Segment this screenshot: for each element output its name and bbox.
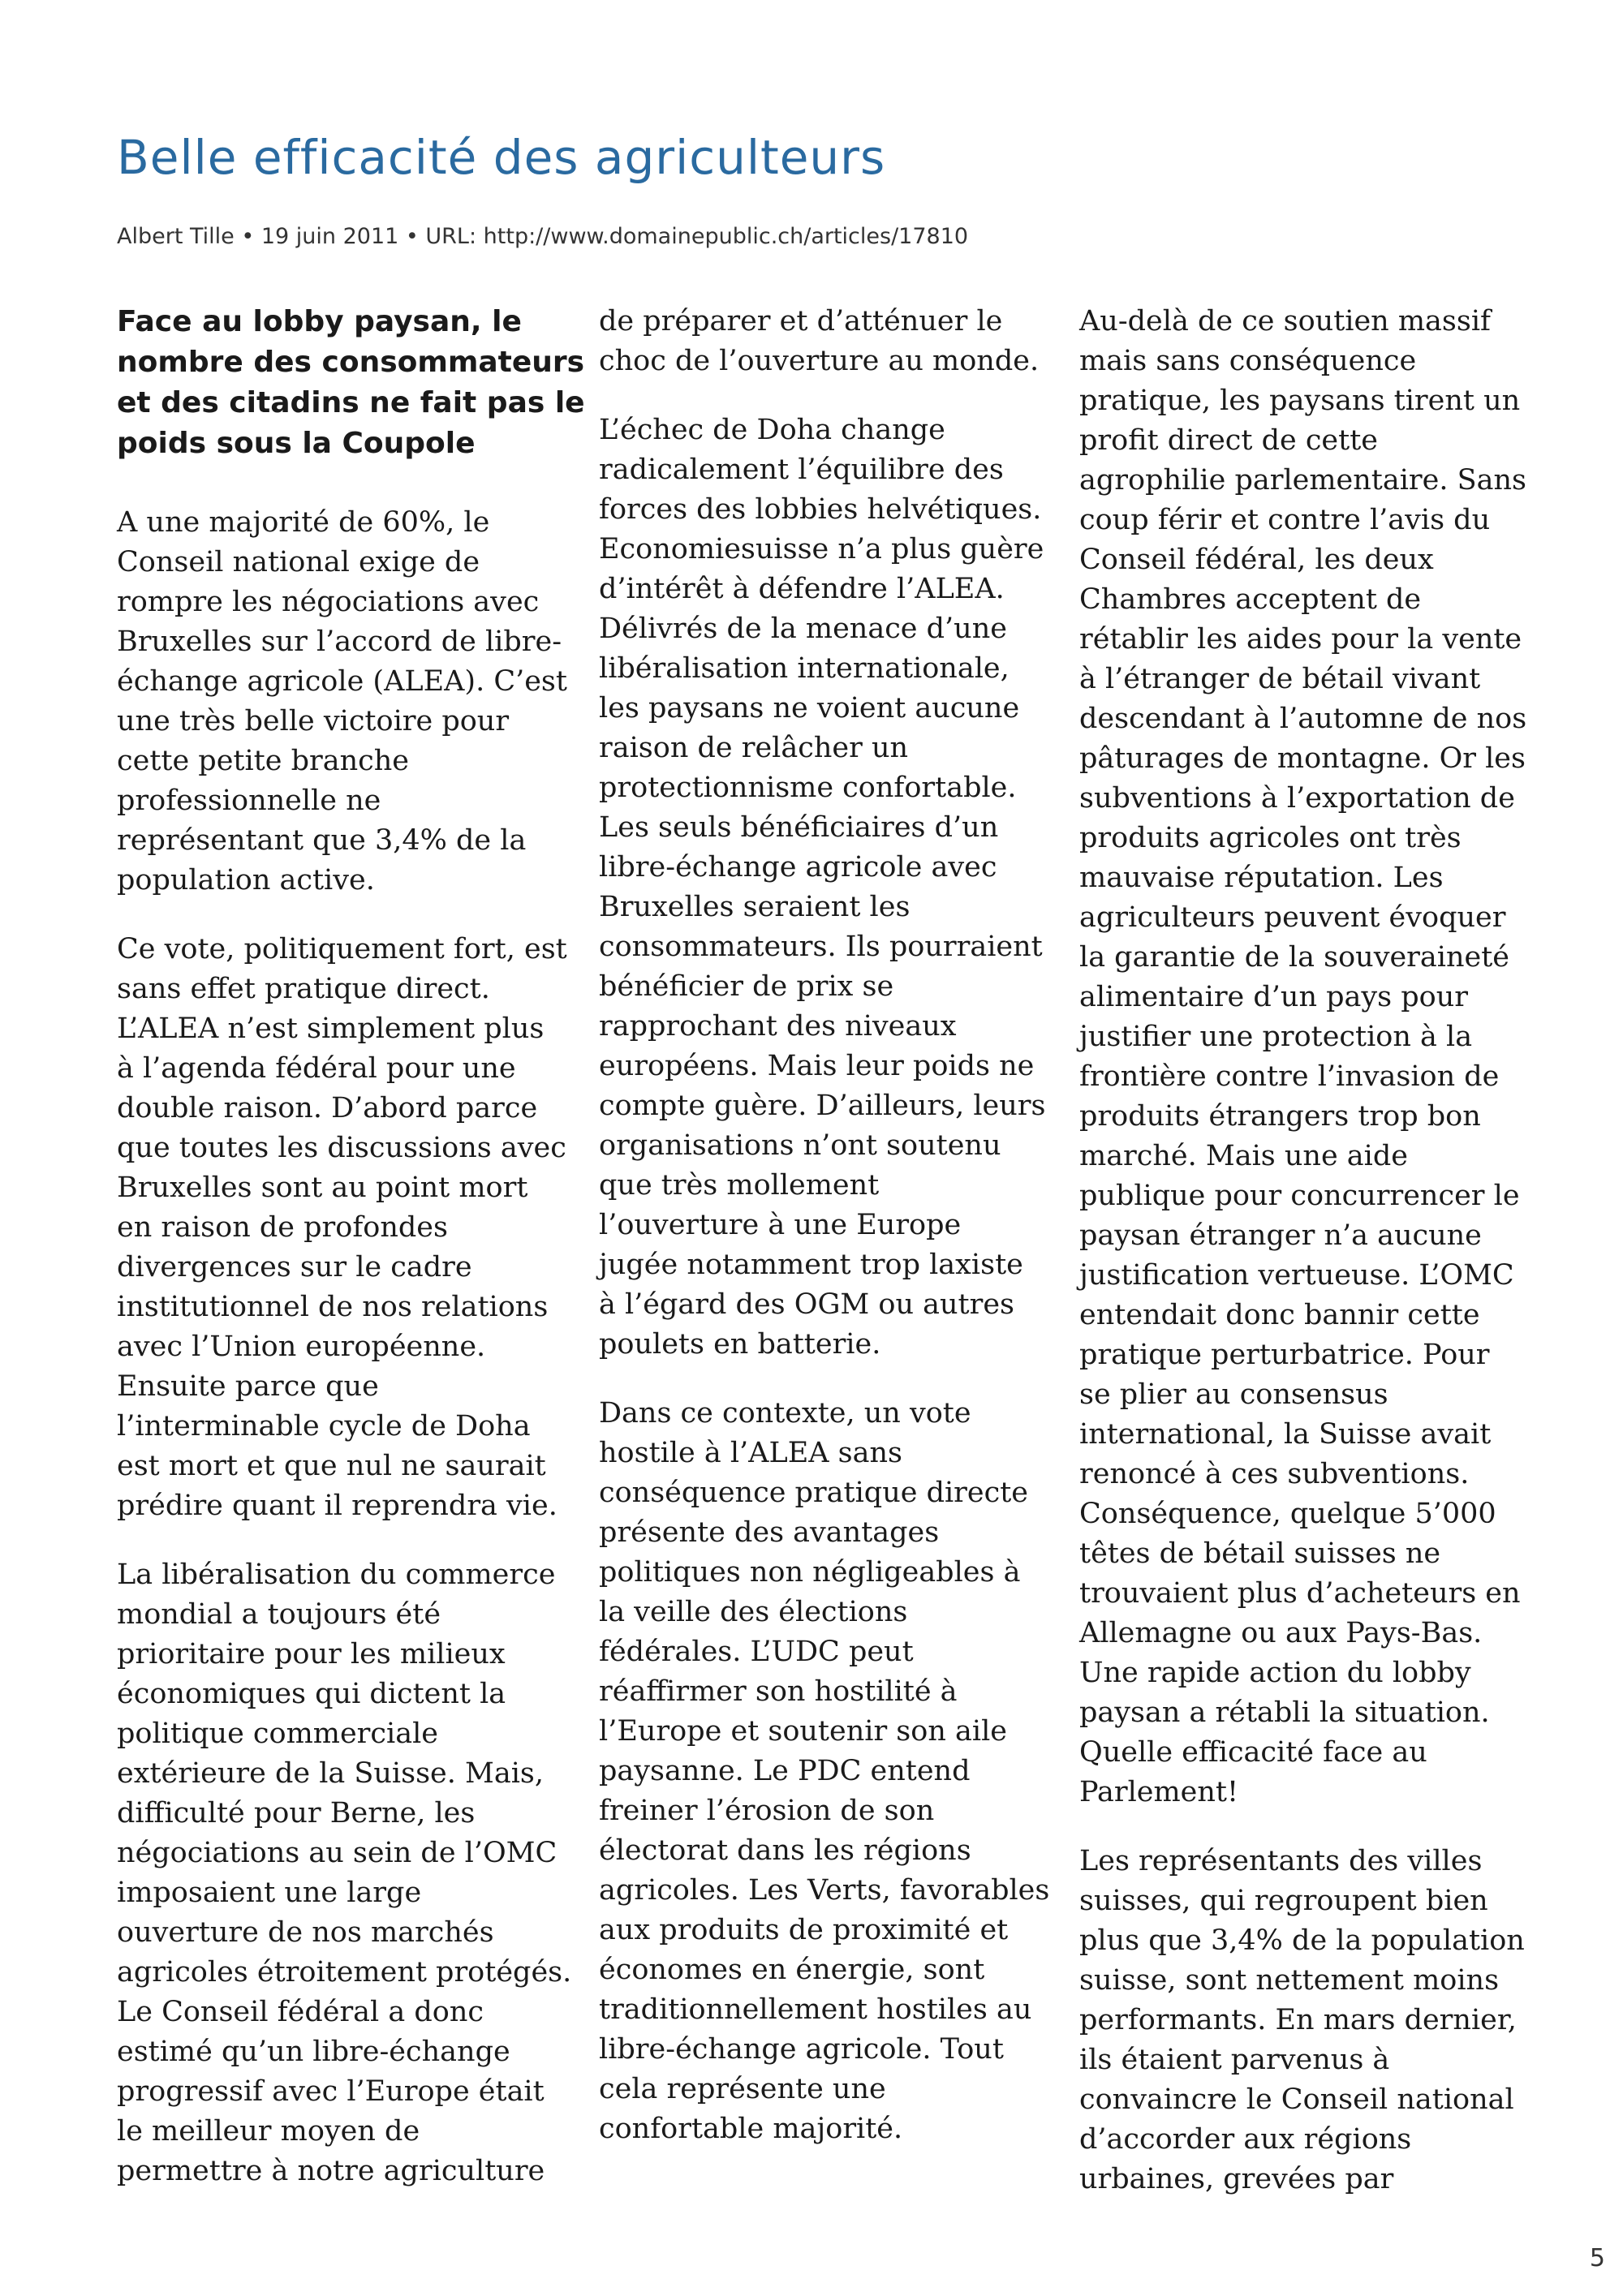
text-line: coup férir et contre l’avis du xyxy=(1079,504,1491,536)
lead-paragraph xyxy=(117,302,585,464)
text-line: à l’agenda fédéral pour une xyxy=(117,1052,516,1085)
text-line: Conseil fédéral, les deux xyxy=(1079,544,1434,576)
text-line: confortable majorité. xyxy=(599,2113,903,2145)
text-line: agricoles étroitement protégés. xyxy=(117,1956,572,1989)
text-line: le meilleur moyen de xyxy=(117,2115,420,2148)
text-line: convaincre le Conseil national xyxy=(1079,2083,1514,2116)
text-line: hostile à l’ALEA sans xyxy=(599,1437,902,1469)
text-line: freiner l’érosion de son xyxy=(599,1795,935,1827)
body-paragraph xyxy=(1079,302,1526,1812)
text-line: que toutes les discussions avec xyxy=(117,1132,566,1164)
text-line: Conséquence, quelque 5’000 xyxy=(1079,1498,1496,1530)
text-line: Economiesuisse n’a plus guère xyxy=(599,533,1044,565)
text-line: poulets en batterie. xyxy=(599,1328,881,1361)
text-line: paysan étranger n’a aucune xyxy=(1079,1219,1482,1252)
text-line: urbaines, grevées par xyxy=(1079,2163,1394,2195)
text-line: bénéficier de prix se xyxy=(599,970,894,1003)
text-line: la garantie de la souveraineté xyxy=(1079,941,1510,974)
text-line: Les seuls bénéficiaires d’un xyxy=(599,811,999,844)
text-line: protectionnisme confortable. xyxy=(599,772,1017,804)
text-line: libre-échange agricole. Tout xyxy=(599,2033,1004,2066)
text-line: justification vertueuse. L’OMC xyxy=(1079,1259,1514,1292)
text-line: les paysans ne voient aucune xyxy=(599,692,1020,724)
body-paragraph xyxy=(117,503,567,901)
text-line: Bruxelles seraient les xyxy=(599,891,911,923)
text-line: performants. En mars dernier, xyxy=(1079,2004,1517,2036)
text-line: institutionnel de nos relations xyxy=(117,1291,549,1323)
text-line: une très belle victoire pour xyxy=(117,705,510,737)
text-line: difficulté pour Berne, les xyxy=(117,1797,476,1829)
text-line: publique pour concurrencer le xyxy=(1079,1180,1520,1212)
text-line: raison de relâcher un xyxy=(599,732,909,764)
text-line: ouverture de nos marchés xyxy=(117,1916,494,1949)
text-line: rapprochant des niveaux xyxy=(599,1010,957,1043)
text-line: aux produits de proximité et xyxy=(599,1914,1009,1946)
text-line: imposaient une large xyxy=(117,1877,422,1909)
text-line: Face au lobby paysan, le xyxy=(117,305,522,338)
body-paragraph xyxy=(599,411,1045,1365)
text-line: ils étaient parvenus à xyxy=(1079,2044,1390,2076)
text-line: pâturages de montagne. Or les xyxy=(1079,742,1526,775)
text-line: choc de l’ouverture au monde. xyxy=(599,345,1040,377)
text-line: rompre les négociations avec xyxy=(117,586,540,618)
text-line: libéralisation internationale, xyxy=(599,652,1010,685)
text-line: permettre à notre agriculture xyxy=(117,2155,545,2187)
text-line: paysan a rétabli la situation. xyxy=(1079,1696,1490,1729)
text-line: Délivrés de la menace d’une xyxy=(599,613,1007,645)
text-line: l’ouverture à une Europe xyxy=(599,1209,962,1241)
text-line: Les représentants des villes xyxy=(1079,1845,1483,1877)
text-column-2 xyxy=(599,302,1050,2178)
text-line: mondial a toujours été xyxy=(117,1598,441,1631)
text-line: d’accorder aux régions xyxy=(1079,2123,1412,2156)
text-line: Conseil national exige de xyxy=(117,546,480,578)
text-line: produits agricoles ont très xyxy=(1079,822,1462,854)
text-line: marché. Mais une aide xyxy=(1079,1140,1408,1172)
text-line: A une majorité de 60%, le xyxy=(117,506,490,539)
text-line: profit direct de cette xyxy=(1079,424,1378,457)
text-line: double raison. D’abord parce xyxy=(117,1092,538,1124)
page-number: 5 xyxy=(1589,2244,1605,2272)
text-line: prédire quant il reprendra vie. xyxy=(117,1490,558,1522)
text-line: paysanne. Le PDC entend xyxy=(599,1755,971,1787)
text-column-3 xyxy=(1079,302,1526,2229)
text-line: plus que 3,4% de la population xyxy=(1079,1924,1525,1957)
text-line: professionnelle ne xyxy=(117,785,381,817)
text-line: agrophilie parlementaire. Sans xyxy=(1079,464,1526,497)
text-line: Allemagne ou aux Pays-Bas. xyxy=(1079,1617,1483,1649)
text-line: est mort et que nul ne saurait xyxy=(117,1450,546,1482)
text-line: L’échec de Doha change xyxy=(599,414,945,446)
text-line: conséquence pratique directe xyxy=(599,1477,1028,1509)
text-line: subventions à l’exportation de xyxy=(1079,782,1515,815)
text-line: mais sans conséquence xyxy=(1079,345,1417,377)
text-line: Dans ce contexte, un vote xyxy=(599,1397,971,1430)
article-byline: Albert Tille • 19 juin 2011 • URL: http://www.domainepublic.ch/articles/17810 xyxy=(117,224,969,249)
text-line: alimentaire d’un pays pour xyxy=(1079,981,1469,1013)
text-line: économiques qui dictent la xyxy=(117,1678,506,1710)
text-line: prioritaire pour les milieux xyxy=(117,1638,506,1670)
text-line: produits étrangers trop bon xyxy=(1079,1100,1481,1133)
text-line: suisses, qui regroupent bien xyxy=(1079,1885,1488,1917)
body-paragraph xyxy=(117,930,567,1526)
text-line: politique commerciale xyxy=(117,1718,438,1750)
text-line: organisations n’ont soutenu xyxy=(599,1129,1001,1162)
body-paragraph xyxy=(599,1394,1050,2149)
text-line: échange agricole (ALEA). C’est xyxy=(117,665,567,698)
text-line: Le Conseil fédéral a donc xyxy=(117,1996,484,2028)
text-line: agriculteurs peuvent évoquer xyxy=(1079,901,1506,934)
text-line: renoncé à ces subventions. xyxy=(1079,1458,1470,1490)
text-line: extérieure de la Suisse. Mais, xyxy=(117,1757,544,1790)
text-line: suisse, sont nettement moins xyxy=(1079,1964,1500,1997)
text-line: l’Europe et soutenir son aile xyxy=(599,1715,1007,1748)
text-line: consommateurs. Ils pourraient xyxy=(599,931,1043,963)
text-line: se plier au consensus xyxy=(1079,1378,1388,1411)
text-line: à l’égard des OGM ou autres xyxy=(599,1288,1014,1321)
text-line: agricoles. Les Verts, favorables xyxy=(599,1874,1050,1907)
text-line: international, la Suisse avait xyxy=(1079,1418,1492,1451)
text-line: divergences sur le cadre xyxy=(117,1251,472,1283)
text-line: cette petite branche xyxy=(117,745,409,777)
text-line: présente des avantages xyxy=(599,1516,940,1549)
text-line: pratique perturbatrice. Pour xyxy=(1079,1339,1490,1371)
text-line: traditionnellement hostiles au xyxy=(599,1993,1032,2026)
text-line: estimé qu’un libre-échange xyxy=(117,2036,510,2068)
text-line: économes en énergie, sont xyxy=(599,1954,985,1986)
text-line: jugée notamment trop laxiste xyxy=(599,1249,1023,1281)
text-line: têtes de bétail suisses ne xyxy=(1079,1537,1441,1570)
text-line: avec l’Union européenne. xyxy=(117,1331,486,1363)
text-line: radicalement l’équilibre des xyxy=(599,454,1004,486)
text-line: de préparer et d’atténuer le xyxy=(599,305,1003,338)
text-line: politiques non négligeables à xyxy=(599,1556,1021,1589)
text-line: en raison de profondes xyxy=(117,1211,448,1244)
text-line: cela représente une xyxy=(599,2073,886,2105)
text-line: Ce vote, politiquement fort, est xyxy=(117,933,567,965)
text-line: frontière contre l’invasion de xyxy=(1079,1060,1500,1093)
text-line: Ensuite parce que xyxy=(117,1370,379,1403)
article-title: Belle efficacité des agriculteurs xyxy=(117,130,886,185)
text-line: La libéralisation du commerce xyxy=(117,1559,556,1591)
text-line: nombre des consommateurs xyxy=(117,346,585,379)
text-line: à l’étranger de bétail vivant xyxy=(1079,663,1481,695)
body-paragraph xyxy=(117,1555,572,2191)
text-line: Quelle efficacité face au xyxy=(1079,1736,1427,1769)
text-line: et des citadins ne fait pas le xyxy=(117,386,585,419)
text-line: justifier une protection à la xyxy=(1079,1021,1473,1053)
text-line: représentant que 3,4% de la xyxy=(117,824,527,857)
text-line: la veille des élections xyxy=(599,1596,908,1628)
text-line: que très mollement xyxy=(599,1169,880,1202)
text-line: l’interminable cycle de Doha xyxy=(117,1410,531,1443)
text-line: Bruxelles sont au point mort xyxy=(117,1172,528,1204)
text-line: population active. xyxy=(117,864,375,896)
text-line: Chambres acceptent de xyxy=(1079,583,1422,616)
text-line: Une rapide action du lobby xyxy=(1079,1657,1471,1689)
text-line: Au-delà de ce soutien massif xyxy=(1079,305,1491,338)
text-column-1 xyxy=(117,302,585,2221)
text-line: L’ALEA n’est simplement plus xyxy=(117,1013,545,1045)
text-line: réaffirmer son hostilité à xyxy=(599,1675,958,1708)
text-line: sans effet pratique direct. xyxy=(117,973,490,1005)
text-line: progressif avec l’Europe était xyxy=(117,2075,545,2108)
text-line: européens. Mais leur poids ne xyxy=(599,1050,1035,1082)
text-line: libre-échange agricole avec xyxy=(599,851,997,884)
text-line: entendait donc bannir cette xyxy=(1079,1299,1480,1331)
text-line: descendant à l’automne de nos xyxy=(1079,703,1527,735)
text-line: électorat dans les régions xyxy=(599,1834,971,1867)
body-paragraph xyxy=(1079,1842,1526,2199)
text-line: rétablir les aides pour la vente xyxy=(1079,623,1522,656)
text-line: trouvaient plus d’acheteurs en xyxy=(1079,1577,1521,1610)
text-line: compte guère. D’ailleurs, leurs xyxy=(599,1090,1046,1122)
text-line: d’intérêt à défendre l’ALEA. xyxy=(599,573,1005,605)
body-paragraph xyxy=(599,302,1045,381)
text-line: fédérales. L’UDC peut xyxy=(599,1636,914,1668)
text-line: Parlement! xyxy=(1079,1776,1239,1808)
text-line: mauvaise réputation. Les xyxy=(1079,862,1444,894)
text-line: négociations au sein de l’OMC xyxy=(117,1837,558,1869)
text-line: Bruxelles sur l’accord de libre- xyxy=(117,626,562,658)
text-line: pratique, les paysans tirent un xyxy=(1079,385,1521,417)
text-line: forces des lobbies helvétiques. xyxy=(599,493,1042,526)
text-line: poids sous la Coupole xyxy=(117,427,476,460)
